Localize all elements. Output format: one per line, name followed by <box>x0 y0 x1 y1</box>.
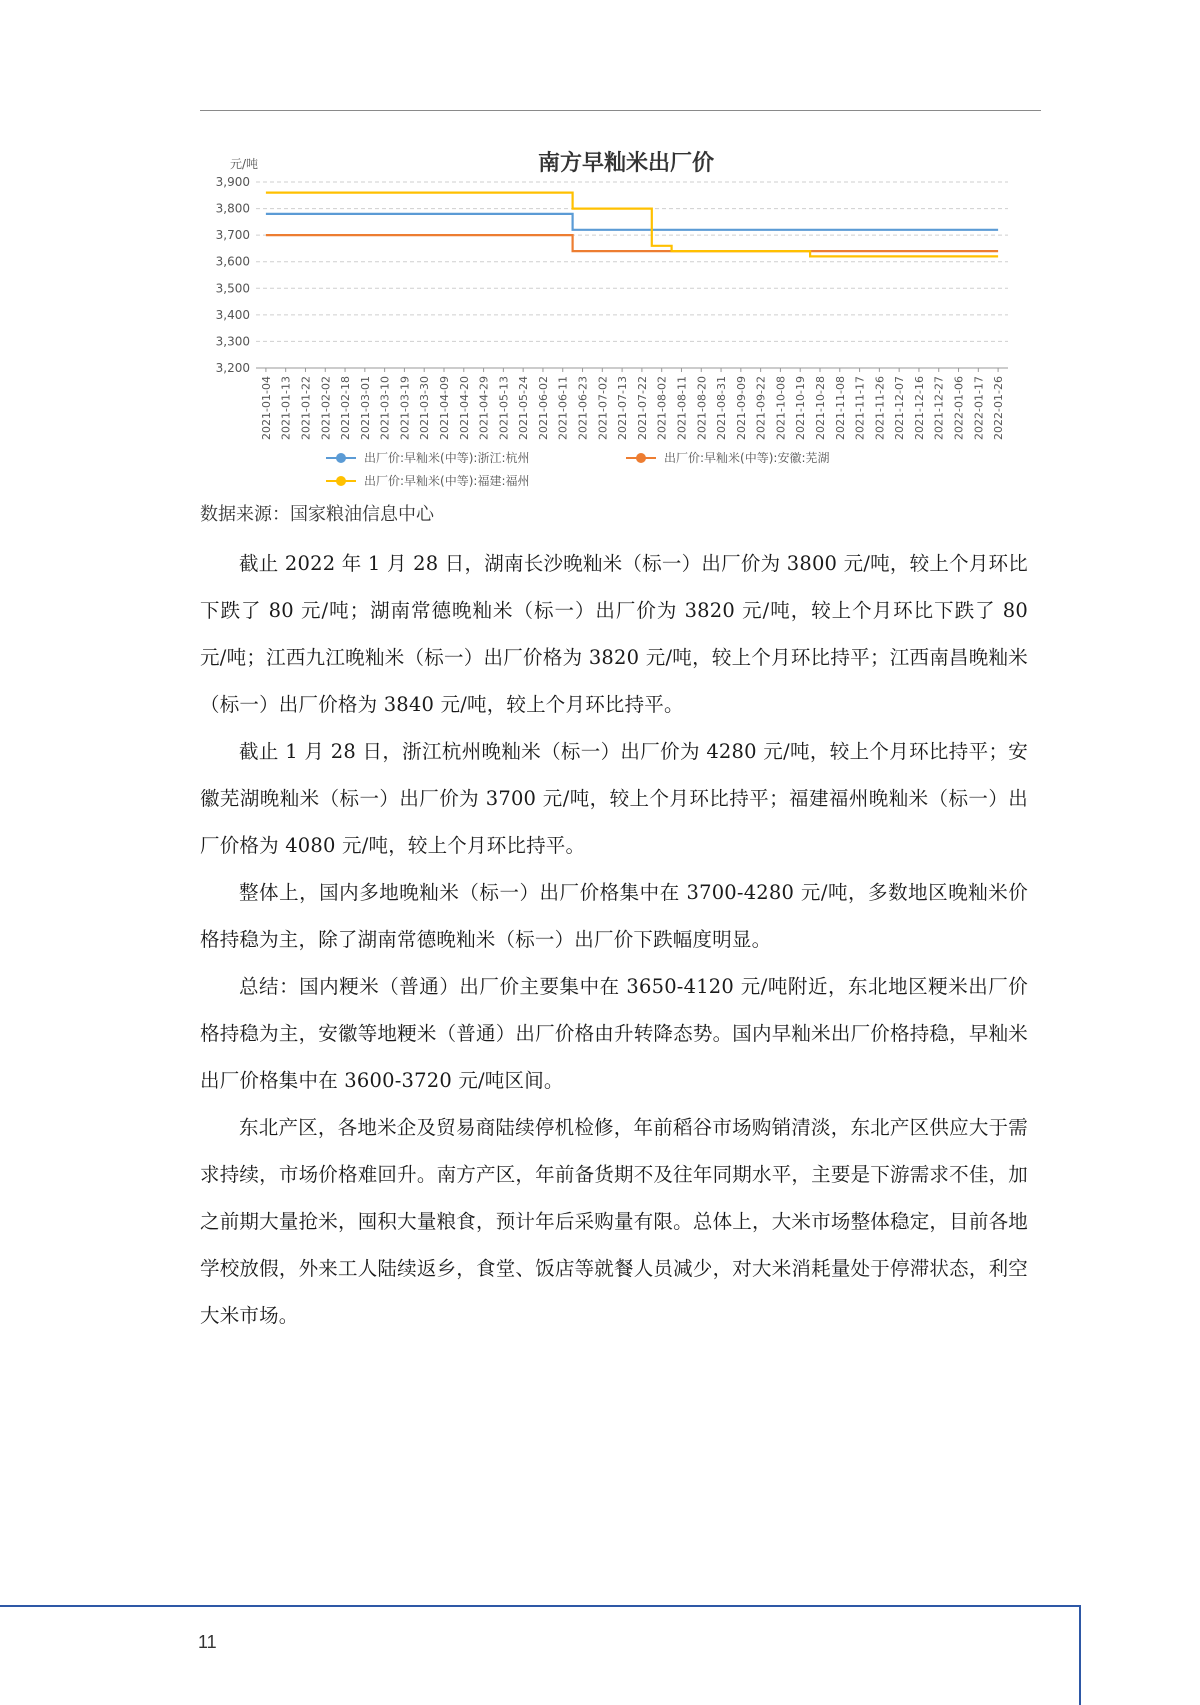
x-tick-label: 2021-12-27 <box>932 376 946 440</box>
paragraph: 截止 2022 年 1 月 28 日，湖南长沙晚籼米（标一）出厂价为 3800 元/吨，较上个月环比下跌了 80 元/吨；湖南常德晚籼米（标一）出厂价为 3820 元/吨，较上个月环比下跌了 80 元/吨；江西九江晚籼米（标一）出厂价格为 3820 元/吨，较上个月环比持平；江西南昌晚籼米（标一）出厂价格为 3840 元/吨，较上个月环比持平。 <box>200 552 1028 716</box>
x-tick-label: 2021-06-23 <box>576 376 590 440</box>
x-tick-label: 2021-05-24 <box>517 376 531 440</box>
series-line <box>266 235 998 251</box>
x-tick-label: 2021-07-13 <box>616 376 630 440</box>
y-tick-label: 3,200 <box>215 361 250 375</box>
x-tick-label: 2021-02-02 <box>319 376 333 440</box>
header-rule <box>200 110 1041 111</box>
y-tick-label: 3,700 <box>215 228 250 243</box>
legend-label: 出厂价:早籼米(中等):福建:福州 <box>364 474 530 488</box>
body-text <box>200 540 1028 1339</box>
legend-marker <box>336 476 346 486</box>
data-source: 数据来源：国家粮油信息中心 <box>200 504 434 525</box>
chart-svg <box>196 138 1016 498</box>
x-tick-label: 2021-09-22 <box>754 376 768 440</box>
x-tick-label: 2022-01-17 <box>972 376 986 440</box>
x-tick-label: 2021-03-19 <box>398 376 412 440</box>
legend-label: 出厂价:早籼米(中等):安徽:芜湖 <box>664 451 830 465</box>
x-tick-label: 2021-07-02 <box>596 376 610 440</box>
x-tick-label: 2021-01-04 <box>259 376 273 440</box>
x-tick-label: 2021-12-07 <box>893 376 907 440</box>
paragraph: 截止 1 月 28 日，浙江杭州晚籼米（标一）出厂价为 4280 元/吨，较上个月环比持平；安徽芜湖晚籼米（标一）出厂价为 3700 元/吨，较上个月环比持平；福建福州晚籼米（标一）出厂价格为 4080 元/吨，较上个月环比持平。 <box>200 740 1028 857</box>
series-line <box>266 193 998 257</box>
x-tick-label: 2021-06-11 <box>556 376 570 440</box>
x-tick-label: 2021-11-26 <box>873 376 887 440</box>
y-tick-label: 3,800 <box>215 201 250 216</box>
y-tick-label: 3,400 <box>215 307 250 322</box>
page-number: 11 <box>198 1632 217 1652</box>
x-tick-label: 2021-08-20 <box>695 376 709 440</box>
x-tick-label: 2021-03-10 <box>378 376 392 440</box>
footer-border-vertical <box>1079 1605 1081 1705</box>
x-tick-label: 2021-04-09 <box>438 376 451 440</box>
y-tick-label: 3,600 <box>215 254 250 269</box>
y-tick-label: 3,500 <box>215 281 250 296</box>
x-tick-label: 2021-10-19 <box>794 376 808 440</box>
x-tick-label: 2021-01-13 <box>279 376 293 440</box>
paragraph: 整体上，国内多地晚籼米（标一）出厂价格集中在 3700-4280 元/吨，多数地区晚籼米价格持稳为主，除了湖南常德晚籼米（标一）出厂价下跌幅度明显。 <box>200 881 1028 951</box>
price-chart <box>196 138 1016 498</box>
paragraph: 总结：国内粳米（普通）出厂价主要集中在 3650-4120 元/吨附近，东北地区粳米出厂价格持稳为主，安徽等地粳米（普通）出厂价格由升转降态势。国内早籼米出厂价格持稳，早籼米出厂价格集中在 3600-3720 元/吨区间。 <box>200 975 1028 1092</box>
x-tick-label: 2021-04-20 <box>457 376 471 440</box>
x-tick-label: 2021-10-28 <box>814 376 827 440</box>
x-tick-label: 2021-04-29 <box>477 376 491 440</box>
legend-label: 出厂价:早籼米(中等):浙江:杭州 <box>364 451 530 465</box>
x-tick-label: 2021-07-22 <box>635 376 649 440</box>
x-tick-label: 2021-03-30 <box>418 376 432 440</box>
x-tick-label: 2021-12-16 <box>912 376 926 440</box>
x-tick-label: 2021-10-08 <box>774 376 788 440</box>
x-tick-label: 2021-06-02 <box>536 376 550 440</box>
x-tick-label: 2022-01-06 <box>952 376 966 440</box>
x-tick-label: 2021-01-22 <box>299 376 313 440</box>
legend-marker <box>336 453 346 463</box>
x-tick-label: 2021-08-02 <box>655 376 669 440</box>
x-tick-label: 2021-02-18 <box>339 376 353 440</box>
x-tick-label: 2022-01-26 <box>992 376 1006 440</box>
x-tick-label: 2021-08-11 <box>675 376 689 440</box>
paragraph: 东北产区，各地米企及贸易商陆续停机检修，年前稻谷市场购销清淡，东北产区供应大于需求持续，市场价格难回升。南方产区，年前备货期不及往年同期水平，主要是下游需求不佳，加之前期大量抢米，囤积大量粮食，预计年后采购量有限。总体上，大米市场整体稳定，目前各地学校放假，外来工人陆续返乡，食堂、饭店等就餐人员减少，对大米消耗量处于停滞状态，利空大米市场。 <box>200 1116 1028 1327</box>
x-tick-label: 2021-11-17 <box>853 376 867 440</box>
x-tick-label: 2021-03-01 <box>358 376 372 440</box>
x-tick-label: 2021-08-31 <box>715 376 729 440</box>
y-axis-label: 元/吨 <box>229 157 259 171</box>
x-tick-label: 2021-05-13 <box>497 376 511 440</box>
legend-marker <box>636 453 646 463</box>
y-tick-label: 3,300 <box>215 334 250 349</box>
series-line <box>266 214 998 230</box>
x-tick-label: 2021-09-09 <box>734 376 748 440</box>
y-tick-label: 3,900 <box>215 175 250 189</box>
x-tick-label: 2021-11-08 <box>833 376 847 440</box>
chart-title: 南方早籼米出厂价 <box>537 151 715 176</box>
footer-border <box>0 1605 1081 1607</box>
